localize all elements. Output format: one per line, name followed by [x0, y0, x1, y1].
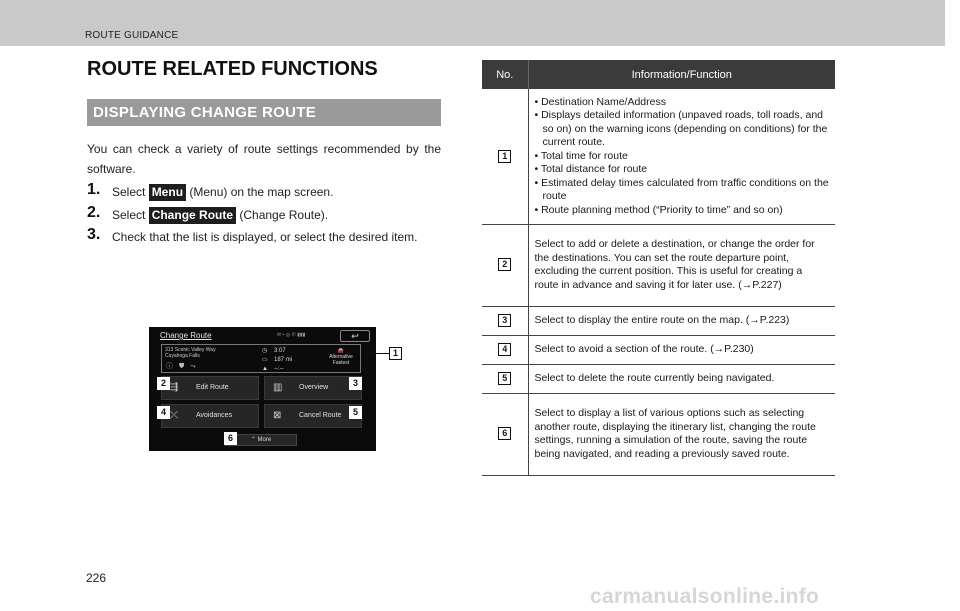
menu-button-chip: Menu	[149, 184, 186, 201]
table-row	[482, 306, 835, 335]
step-1	[87, 183, 441, 202]
row-description: Select to avoid a section of the route. (→P.230)	[528, 335, 835, 364]
step-number: 3.	[87, 226, 101, 243]
watermark: carmanualsonline.info	[590, 585, 820, 608]
running-header: ROUTE GUIDANCE	[85, 30, 179, 41]
avoidances-button[interactable]: ⤫ Avoidances	[161, 404, 259, 428]
trip-summary	[274, 347, 292, 374]
cancel-route-button[interactable]: ⊠ Cancel Route	[264, 404, 362, 428]
step-text: (Change Route).	[236, 208, 329, 222]
row-description: Select to display a list of various options such as selecting another route, displaying the itinerary list, changing the route settings, running a simulation of the route, saving the route being navigated, and reading a previously saved route.	[528, 393, 835, 475]
edit-route-button[interactable]: ⇶ Edit Route	[161, 376, 259, 400]
table-row	[482, 89, 835, 224]
intro-paragraph: You can check a variety of route settings recommended by the software.	[87, 142, 441, 176]
step-text: Check that the list is displayed, or select the desired item.	[112, 230, 418, 244]
chevron-up-icon: ⌃	[250, 437, 256, 443]
car-icon: 🚘	[337, 348, 345, 354]
step-number: 1.	[87, 181, 101, 198]
map-icon: ▥	[273, 382, 283, 393]
row-number: 1	[498, 150, 511, 163]
step-text: Select	[112, 185, 149, 199]
callout-5: 5	[349, 406, 362, 419]
callout-2: 2	[157, 377, 170, 390]
overview-button[interactable]: ▥ Overview	[264, 376, 362, 400]
callout-leader-line	[363, 353, 389, 354]
page-number: 226	[86, 571, 107, 585]
row-number: 5	[498, 372, 511, 385]
return-arrow-icon: ↩	[351, 331, 359, 341]
status-icons: ✉ ▪ ◎ ✆ ▮▮▮	[277, 332, 306, 338]
row-number: 2	[498, 258, 511, 271]
table-row	[482, 393, 835, 475]
step-2	[87, 206, 441, 225]
more-button[interactable]: ⌃ More	[225, 434, 297, 446]
callout-1: 1	[389, 347, 402, 360]
avoid-icon: ⤫	[170, 410, 178, 421]
callout-6: 6	[224, 432, 237, 445]
column-header-info: Information/Function	[528, 60, 835, 89]
table-row	[482, 224, 835, 306]
row-description: Select to delete the route currently being navigated.	[528, 364, 835, 393]
row-description: • Destination Name/Address • Displays detailed information (unpaved roads, toll roads, and so on) on the warning icons (depending on conditions) for the current route. • Total time for route • Total distance for route • Estimated delay times calculated from traffic conditions on the route • Route planning method (“Priority to time” and so on)	[528, 89, 835, 224]
route-method: 🚘 Alternative Fastest	[322, 348, 360, 366]
callout-3: 3	[349, 377, 362, 390]
delay-time: --:--	[274, 366, 284, 372]
back-button[interactable]	[340, 330, 370, 342]
total-distance: 187 mi	[274, 357, 293, 363]
section-heading-bar	[87, 99, 441, 126]
route-info-panel	[161, 344, 361, 373]
change-route-button-chip: Change Route	[149, 207, 236, 224]
destination-address: 313 Scenic Valley Way Cuyahoga Falls	[165, 347, 216, 359]
page-title: ROUTE RELATED FUNCTIONS	[87, 58, 378, 80]
row-description: Select to add or delete a destination, or change the order for the destinations. You can set the route departure point, excluding the current position. This is useful for creating a route in advance and saving it for later use. (→P.227)	[528, 224, 835, 306]
table-header-row	[482, 60, 835, 89]
edit-route-icon: ⇶	[170, 382, 179, 393]
change-route-screen	[149, 327, 376, 451]
row-description: Select to display the entire route on the map. (→P.223)	[528, 306, 835, 335]
warning-icons: ⓘ ⛊ ⤳	[166, 363, 198, 370]
callout-4: 4	[157, 406, 170, 419]
step-number: 2.	[87, 204, 101, 221]
cancel-route-icon: ⊠	[273, 410, 282, 421]
section-title: DISPLAYING CHANGE ROUTE	[93, 104, 317, 121]
column-header-no: No.	[482, 60, 528, 89]
step-text: (Menu) on the map screen.	[186, 185, 334, 199]
step-text: Select	[112, 208, 149, 222]
row-number: 6	[498, 427, 511, 440]
header-bar	[0, 0, 945, 46]
total-time: 3:07	[274, 348, 286, 354]
row-number: 3	[498, 314, 511, 327]
screen-title: Change Route	[160, 331, 212, 340]
row-number: 4	[498, 343, 511, 356]
table-row	[482, 335, 835, 364]
trip-icons: ◷ ▭ ▲	[262, 348, 268, 372]
function-table	[482, 60, 835, 476]
table-row	[482, 364, 835, 393]
step-3	[87, 228, 441, 247]
